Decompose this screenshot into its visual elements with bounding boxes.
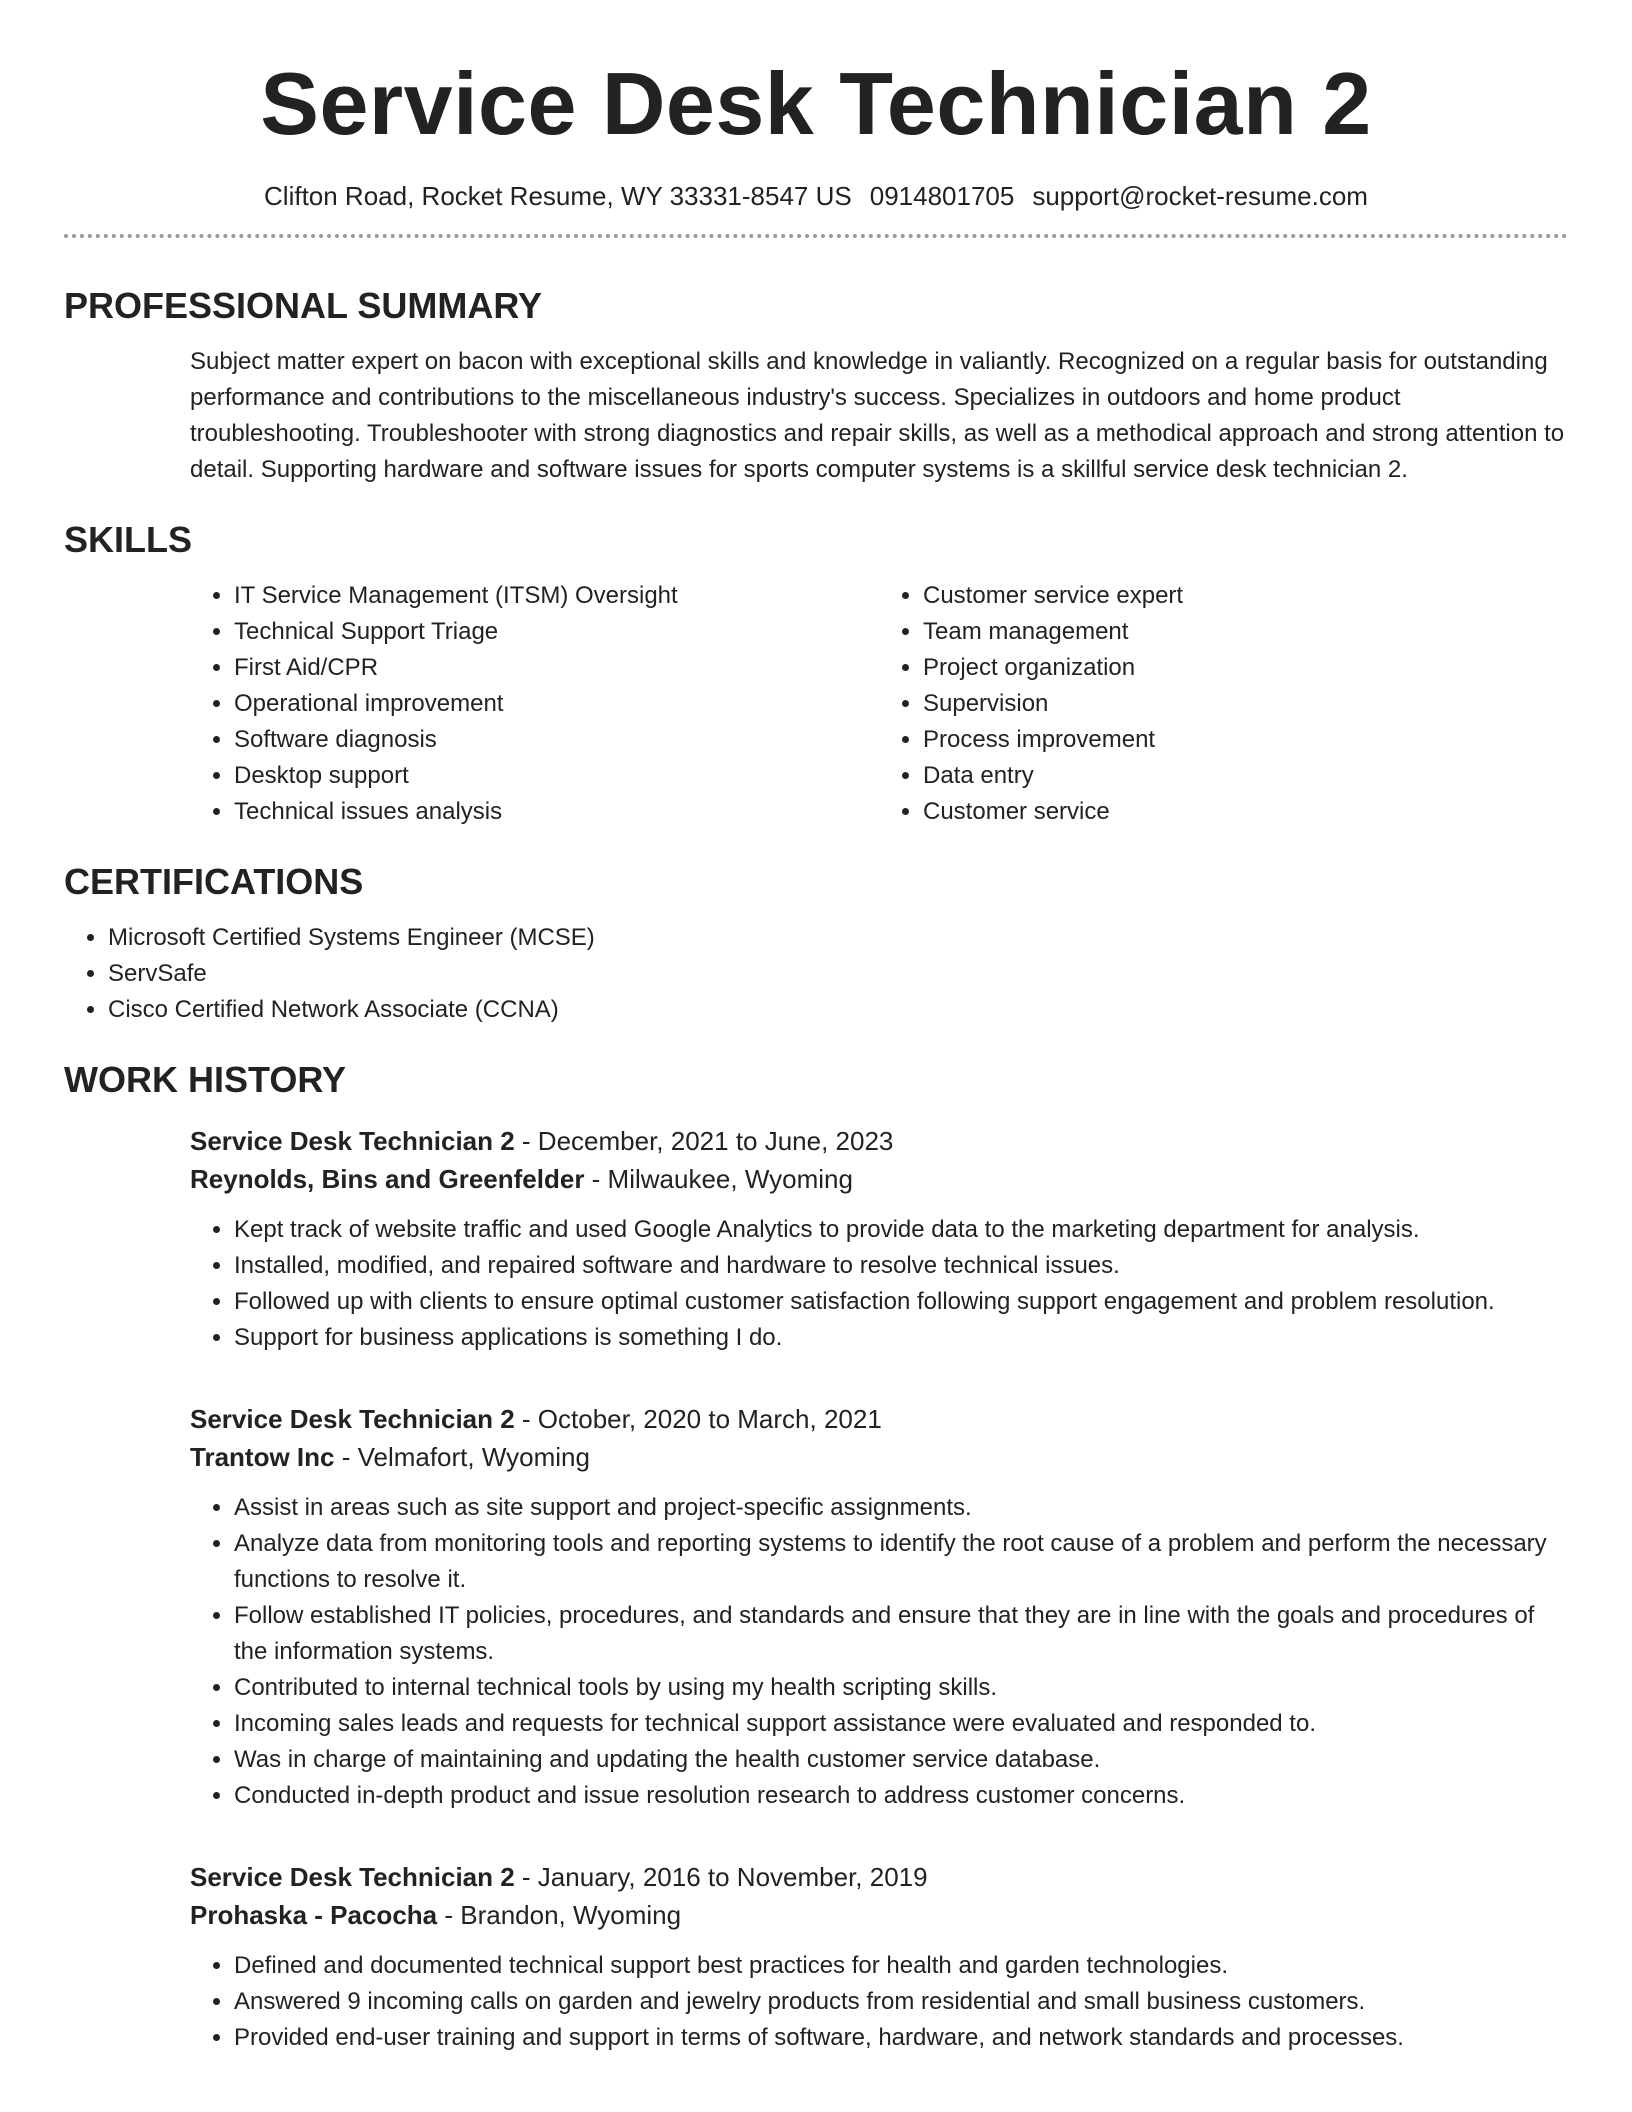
job-dates: - December, 2021 to June, 2023 [514,1126,894,1156]
work-history-section [64,1058,1568,2056]
skill-item: • First Aid/CPR [234,650,879,686]
job-company: Trantow Inc [190,1442,335,1472]
resume-page [64,0,1568,2056]
skill-item: • Data entry [923,758,1568,794]
job-duties-list [190,1212,1568,1356]
skill-item: • Process improvement [923,722,1568,758]
certification-item: • Cisco Certified Network Associate (CCNA) [108,992,1568,1028]
job-title: Service Desk Technician 2 [190,1404,515,1434]
skill-item: • Desktop support [234,758,879,794]
job-duty-item: • Analyze data from monitoring tools and reporting systems to identify the root cause of a problem and perform the necessary functions to resolve it. [234,1526,1568,1598]
job-duty-item: • Assist in areas such as site support and project-specific assignments. [234,1490,1568,1526]
certification-item: • ServSafe [108,956,1568,992]
certification-item: • Microsoft Certified Systems Engineer (MCSE) [108,920,1568,956]
summary-text: Subject matter expert on bacon with exceptional skills and knowledge in valiantly. Recognized on a regular basis for outstanding performance and contributions to the miscellaneous industry's success. Specializes in outdoors and home product troubleshooting. Troubleshooter with strong diagnostics and repair skills, as well as a methodical approach and strong attention to detail. Supporting hardware and software issues for sports computer systems is a skillful service desk technician 2. [190,348,1565,483]
skills-list-right [879,578,1568,830]
job-dates: - October, 2020 to March, 2021 [514,1404,882,1434]
summary-heading: PROFESSIONAL SUMMARY [64,285,543,326]
skill-item: • Software diagnosis [234,722,879,758]
job-duty-item: • Provided end-user training and support in terms of software, hardware, and network standards and processes. [234,2020,1568,2056]
job-company: Reynolds, Bins and Greenfelder [190,1164,585,1194]
job-title: Service Desk Technician 2 [190,1862,515,1892]
skill-item: • Customer service expert [923,578,1568,614]
job-entry [190,1122,1568,1356]
skill-item: • Operational improvement [234,686,879,722]
contact-line [64,180,1568,212]
skills-section [64,518,1568,830]
job-duty-item: • Support for business applications is something I do. [234,1320,1568,1356]
job-company-line [190,1438,1568,1476]
contact-email: support@rocket-resume.com [1032,181,1368,211]
job-duties-list [190,1490,1568,1814]
skill-item: • Team management [923,614,1568,650]
header-divider [64,234,1568,238]
skill-item: • Technical Support Triage [234,614,879,650]
certifications-section [64,860,1568,1028]
job-title-line [190,1122,1568,1160]
job-entry [190,1858,1568,2056]
job-title-line [190,1858,1568,1896]
skills-heading: SKILLS [64,519,193,560]
skill-item: • Technical issues analysis [234,794,879,830]
job-company: Prohaska - Pacocha [190,1900,438,1930]
job-duties-list [190,1948,1568,2056]
job-duty-item: • Follow established IT policies, procedures, and standards and ensure that they are in line with the goals and procedures of the information systems. [234,1598,1568,1670]
job-duty-item: • Was in charge of maintaining and updating the health customer service database. [234,1742,1568,1778]
job-entry [190,1400,1568,1814]
skill-item: • Project organization [923,650,1568,686]
job-duty-item: • Conducted in-depth product and issue resolution research to address customer concerns. [234,1778,1568,1814]
work-history-heading: WORK HISTORY [64,1059,347,1100]
job-duty-item: • Incoming sales leads and requests for technical support assistance were evaluated and responded to. [234,1706,1568,1742]
job-duty-item: • Contributed to internal technical tools by using my health scripting skills. [234,1670,1568,1706]
job-title: Service Desk Technician 2 [190,1126,515,1156]
job-location: - Brandon, Wyoming [437,1900,682,1930]
candidate-name: Service Desk Technician 2 [260,54,1372,153]
contact-phone: 0914801705 [869,181,1015,211]
skill-item: • Supervision [923,686,1568,722]
contact-address: Clifton Road, Rocket Resume, WY 33331-8547 US [264,181,852,211]
job-company-line [190,1896,1568,1934]
job-duty-item: • Answered 9 incoming calls on garden and jewelry products from residential and small business customers. [234,1984,1568,2020]
job-duty-item: • Defined and documented technical support best practices for health and garden technologies. [234,1948,1568,1984]
resume-header [64,0,1568,238]
certifications-list [64,920,1568,1028]
job-dates: - January, 2016 to November, 2019 [514,1862,928,1892]
skills-grid [190,578,1568,830]
certifications-heading: CERTIFICATIONS [64,861,364,902]
job-location: - Velmafort, Wyoming [334,1442,590,1472]
skill-item: • IT Service Management (ITSM) Oversight [234,578,879,614]
job-duty-item: • Followed up with clients to ensure optimal customer satisfaction following support engagement and problem resolution. [234,1284,1568,1320]
skill-item: • Customer service [923,794,1568,830]
job-duty-item: • Kept track of website traffic and used Google Analytics to provide data to the marketing department for analysis. [234,1212,1568,1248]
job-duty-item: • Installed, modified, and repaired software and hardware to resolve technical issues. [234,1248,1568,1284]
job-company-line [190,1160,1568,1198]
skills-list-left [190,578,879,830]
summary-section [64,284,1568,488]
job-location: - Milwaukee, Wyoming [584,1164,853,1194]
job-title-line [190,1400,1568,1438]
